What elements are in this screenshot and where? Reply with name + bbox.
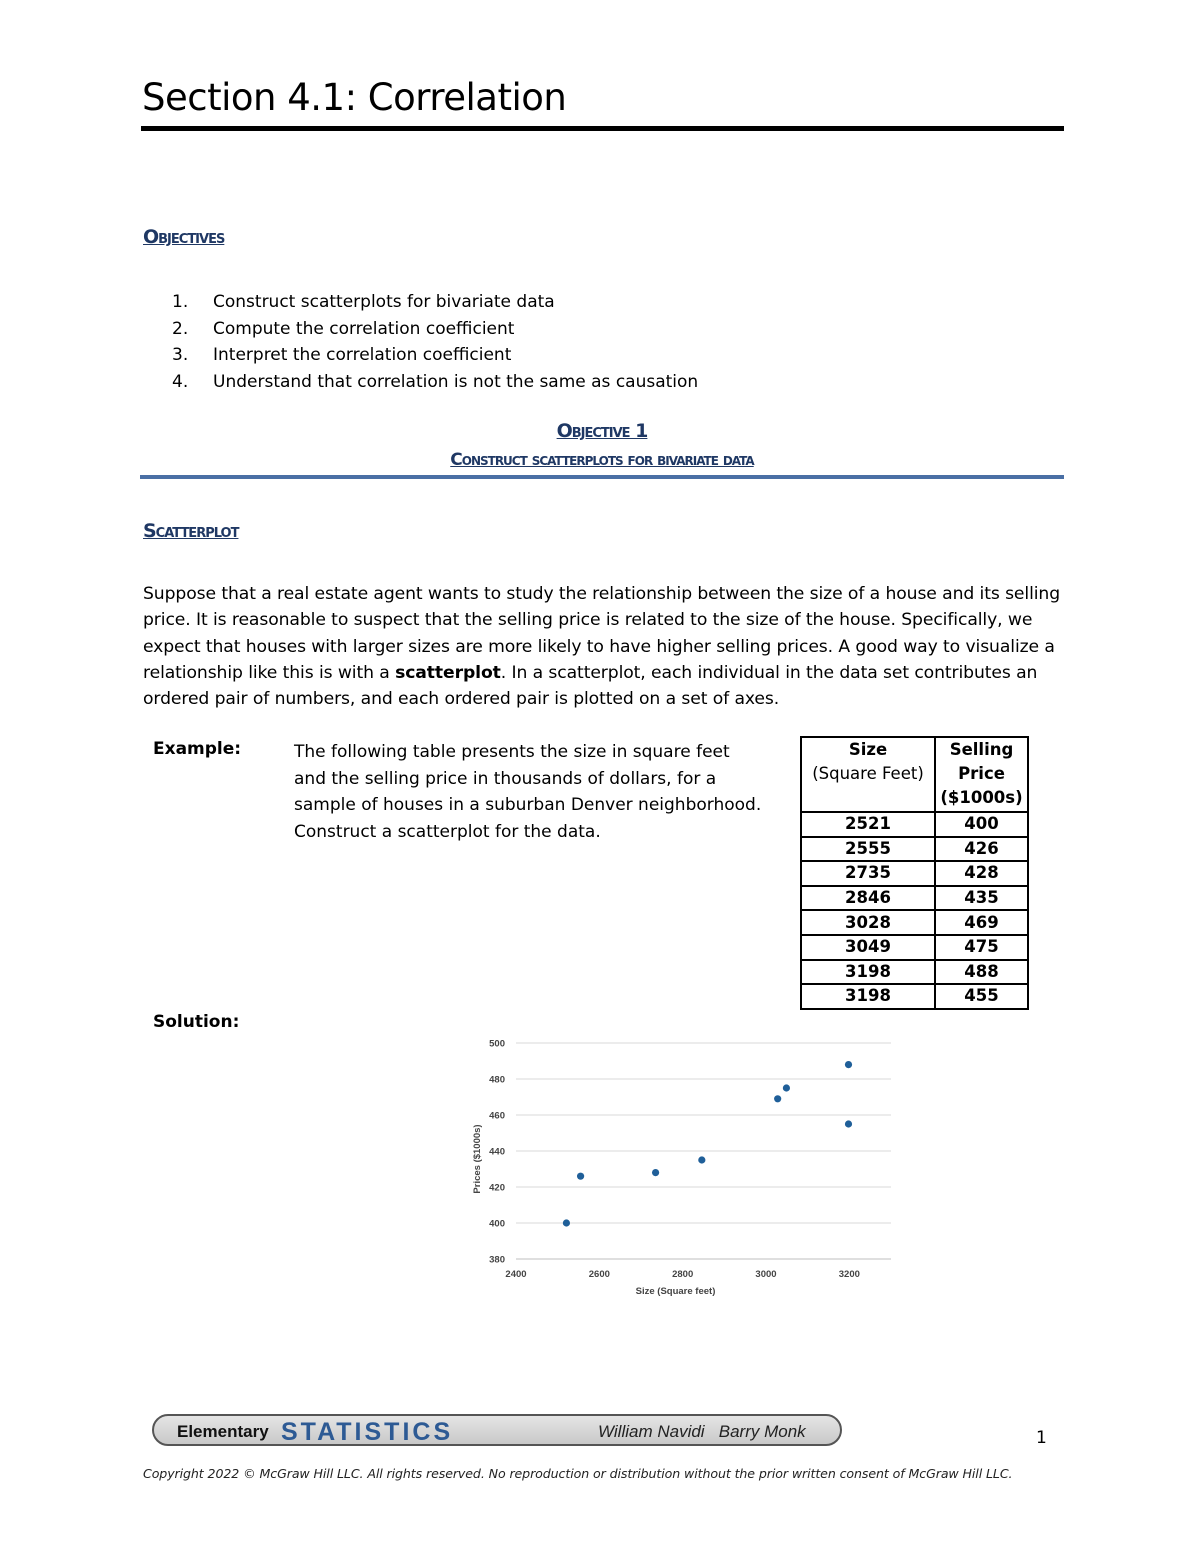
data-point: [563, 1219, 570, 1226]
paragraph-text: . In a scatterplot, each individual in the data set contributes an ordered pair of numbers, and each ordered pair is plotted on a set of axes.: [143, 662, 1038, 710]
y-tick-label: 400: [489, 1218, 505, 1230]
solution-label: Solution:: [153, 1012, 240, 1032]
page-number: 1: [1036, 1428, 1047, 1448]
y-tick-label: 440: [489, 1146, 505, 1158]
book-authors: William Navidi Barry Monk: [598, 1422, 806, 1441]
scatterplot-chart: [460, 1030, 910, 1310]
book-banner: [152, 1414, 842, 1446]
data-table: [800, 736, 1029, 1010]
objective-number: 3.: [172, 345, 189, 365]
objective-item: [172, 316, 698, 343]
size-cell: 2521: [801, 812, 935, 837]
table-row: [801, 984, 1028, 1009]
book-title-word2: STATISTICS: [281, 1418, 454, 1446]
objective-1-title: Objective 1: [556, 420, 648, 442]
table-row: [801, 837, 1028, 862]
copyright-notice: Copyright 2022 © McGraw Hill LLC. All rights reserved. No reproduction or distribution without the prior written consent of McGraw Hill LLC.: [143, 1466, 1013, 1481]
book-title-word1: Elementary: [177, 1422, 269, 1441]
data-point: [577, 1173, 584, 1180]
objective-number: 4.: [172, 371, 189, 392]
table-row: [801, 910, 1028, 935]
x-tick-label: 2600: [588, 1269, 610, 1280]
objectives-heading: Objectives: [143, 226, 225, 248]
table-row: [801, 886, 1028, 911]
price-cell: 455: [935, 984, 1028, 1009]
objective-number: 2.: [172, 318, 189, 339]
data-point: [845, 1120, 852, 1127]
y-axis-label: Prices ($1000s): [472, 1124, 483, 1194]
x-tick-label: 2800: [672, 1269, 694, 1280]
price-cell: 488: [935, 960, 1028, 985]
objective-text: Understand that correlation is not the same as causation: [213, 371, 699, 392]
intro-paragraph: [143, 581, 1063, 712]
size-cell: 3198: [801, 984, 935, 1009]
objective-number: 1.: [172, 292, 189, 312]
price-cell: 435: [935, 886, 1028, 911]
size-cell: 3028: [801, 910, 935, 935]
objectives-list: [172, 289, 698, 395]
price-cell: 400: [935, 812, 1028, 837]
key-term: scatterplot: [395, 662, 501, 683]
table-row: [801, 935, 1028, 960]
y-tick-label: 500: [489, 1038, 505, 1050]
objective-item: [172, 369, 698, 396]
data-point: [783, 1084, 790, 1091]
size-cell: 2846: [801, 886, 935, 911]
price-cell: 469: [935, 910, 1028, 935]
objective-1-subtitle: Construct scatterplots for bivariate data: [450, 450, 754, 470]
table-row: [801, 960, 1028, 985]
x-tick-label: 2400: [505, 1269, 527, 1280]
data-point: [652, 1169, 659, 1176]
objective-text: Interpret the correlation coefficient: [213, 345, 512, 365]
y-tick-label: 420: [489, 1182, 505, 1194]
table-row: [801, 861, 1028, 886]
table-row: [801, 812, 1028, 837]
table-header-row: [801, 737, 1028, 812]
data-point: [774, 1095, 781, 1102]
price-cell: 426: [935, 837, 1028, 862]
price-cell: 428: [935, 861, 1028, 886]
page-title: Section 4.1: Correlation: [142, 76, 567, 119]
title-rule: [141, 126, 1064, 131]
data-point: [698, 1156, 705, 1163]
price-cell: 475: [935, 935, 1028, 960]
objective-item: [172, 289, 698, 316]
objective-text: Construct scatterplots for bivariate data: [213, 292, 555, 312]
example-label: Example:: [153, 739, 242, 759]
objective-text: Compute the correlation coefficient: [213, 318, 515, 339]
data-point: [845, 1061, 852, 1068]
x-axis-label: Size (Square feet): [635, 1286, 716, 1297]
y-tick-label: 480: [489, 1074, 505, 1086]
size-cell: 3198: [801, 960, 935, 985]
size-cell: 2735: [801, 861, 935, 886]
size-cell: 2555: [801, 837, 935, 862]
x-tick-label: 3200: [838, 1269, 860, 1280]
section-divider: [140, 475, 1064, 479]
size-cell: 3049: [801, 935, 935, 960]
size-column-header: Size (Square Feet): [801, 737, 935, 812]
example-text: The following table presents the size in square feet and the selling price in thousands of dollars, for a sample of houses in a suburban Denver neighborhood. Construct a scatterplot for the data.: [294, 742, 762, 842]
price-column-header: Selling Price ($1000s): [935, 737, 1028, 812]
y-tick-label: 460: [489, 1110, 505, 1122]
objective-item: [172, 342, 698, 369]
x-tick-label: 3000: [755, 1269, 777, 1280]
paragraph-text: Suppose that a real estate agent wants to study the relationship between the size of a house and its selling price. It is reasonable to suspect that the selling price is related to the size of the house. Specifically, we expect that houses with larger sizes are more likely to have higher selling prices. A good way to visualize a relationship like this is with a: [143, 584, 1061, 683]
y-tick-label: 380: [489, 1254, 505, 1266]
scatterplot-heading: Scatterplot: [143, 520, 239, 542]
